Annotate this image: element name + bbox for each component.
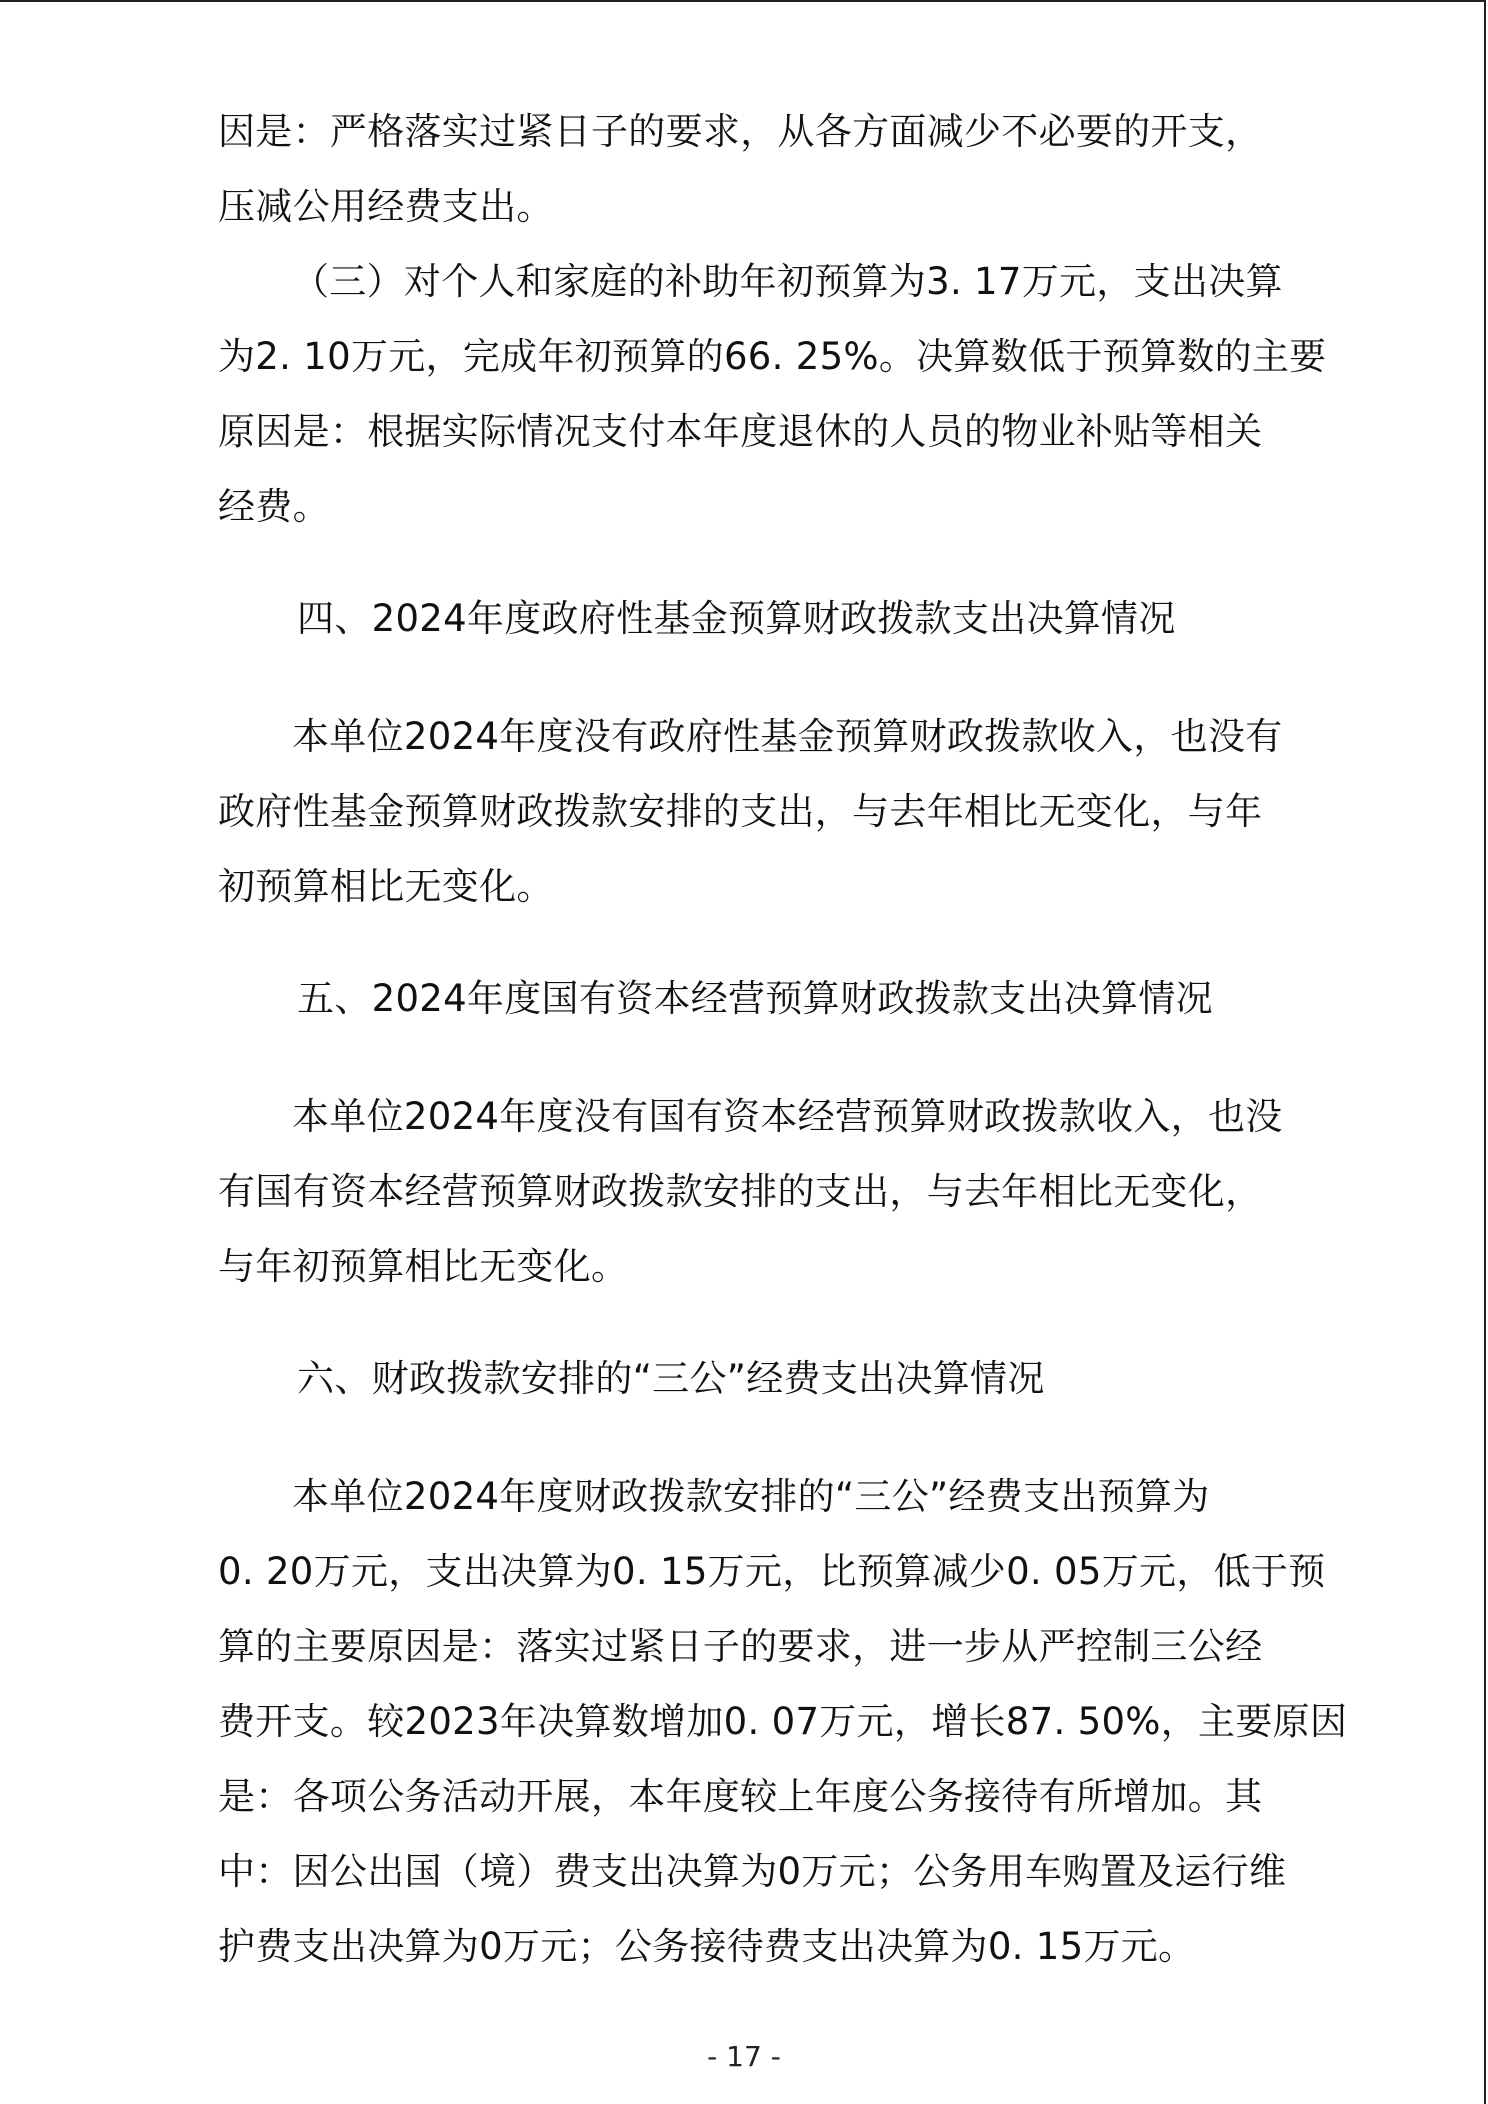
paragraph-section-5	[218, 1079, 1290, 1304]
document-body	[218, 94, 1348, 1984]
text-line: 0. 20万元，支出决算为0. 15万元，比预算减少0. 05万元，低于预	[218, 1550, 1326, 1593]
paragraph-subsection-3	[218, 244, 1327, 544]
section-heading-5: 五、2024年度国有资本经营预算财政拨款支出决算情况	[297, 977, 1213, 1020]
text-line: 有国有资本经营预算财政拨款安排的支出，与去年相比无变化，	[218, 1170, 1263, 1213]
text-line: 与年初预算相比无变化。	[218, 1245, 629, 1288]
paragraph-continuation	[218, 94, 1290, 244]
text-line: 经费。	[218, 485, 330, 528]
text-line: 原因是：根据实际情况支付本年度退休的人员的物业补贴等相关	[218, 410, 1263, 453]
text-line: 政府性基金预算财政拨款安排的支出，与去年相比无变化，与年	[218, 790, 1263, 833]
section-heading-6: 六、财政拨款安排的“三公”经费支出决算情况	[297, 1357, 1045, 1400]
text-line: 护费支出决算为0万元；公务接待费支出决算为0. 15万元。	[218, 1925, 1196, 1968]
text-line: 压减公用经费支出。	[218, 185, 554, 228]
text-line: 算的主要原因是：落实过紧日子的要求，进一步从严控制三公经	[218, 1625, 1263, 1668]
paragraph-section-4	[218, 699, 1290, 924]
text-line: 是：各项公务活动开展，本年度较上年度公务接待有所增加。其	[218, 1775, 1263, 1818]
text-line: 本单位2024年度没有国有资本经营预算财政拨款收入，也没	[292, 1095, 1283, 1138]
text-line: （三）对个人和家庭的补助年初预算为3. 17万元，支出决算	[292, 260, 1283, 303]
text-line: 中：因公出国（境）费支出决算为0万元；公务用车购置及运行维	[218, 1850, 1287, 1893]
text-line: 因是：严格落实过紧日子的要求，从各方面减少不必要的开支，	[218, 110, 1263, 153]
paragraph-section-6	[218, 1459, 1348, 1984]
page-number: - 17 -	[707, 2040, 781, 2073]
text-line: 费开支。较2023年决算数增加0. 07万元，增长87. 50%，主要原因	[218, 1700, 1348, 1743]
text-line: 初预算相比无变化。	[218, 865, 554, 908]
text-line: 为2. 10万元，完成年初预算的66. 25%。决算数低于预算数的主要	[218, 335, 1327, 378]
text-line: 本单位2024年度财政拨款安排的“三公”经费支出预算为	[292, 1475, 1210, 1518]
text-line: 本单位2024年度没有政府性基金预算财政拨款收入，也没有	[292, 715, 1283, 758]
section-heading-4: 四、2024年度政府性基金预算财政拨款支出决算情况	[297, 597, 1176, 640]
